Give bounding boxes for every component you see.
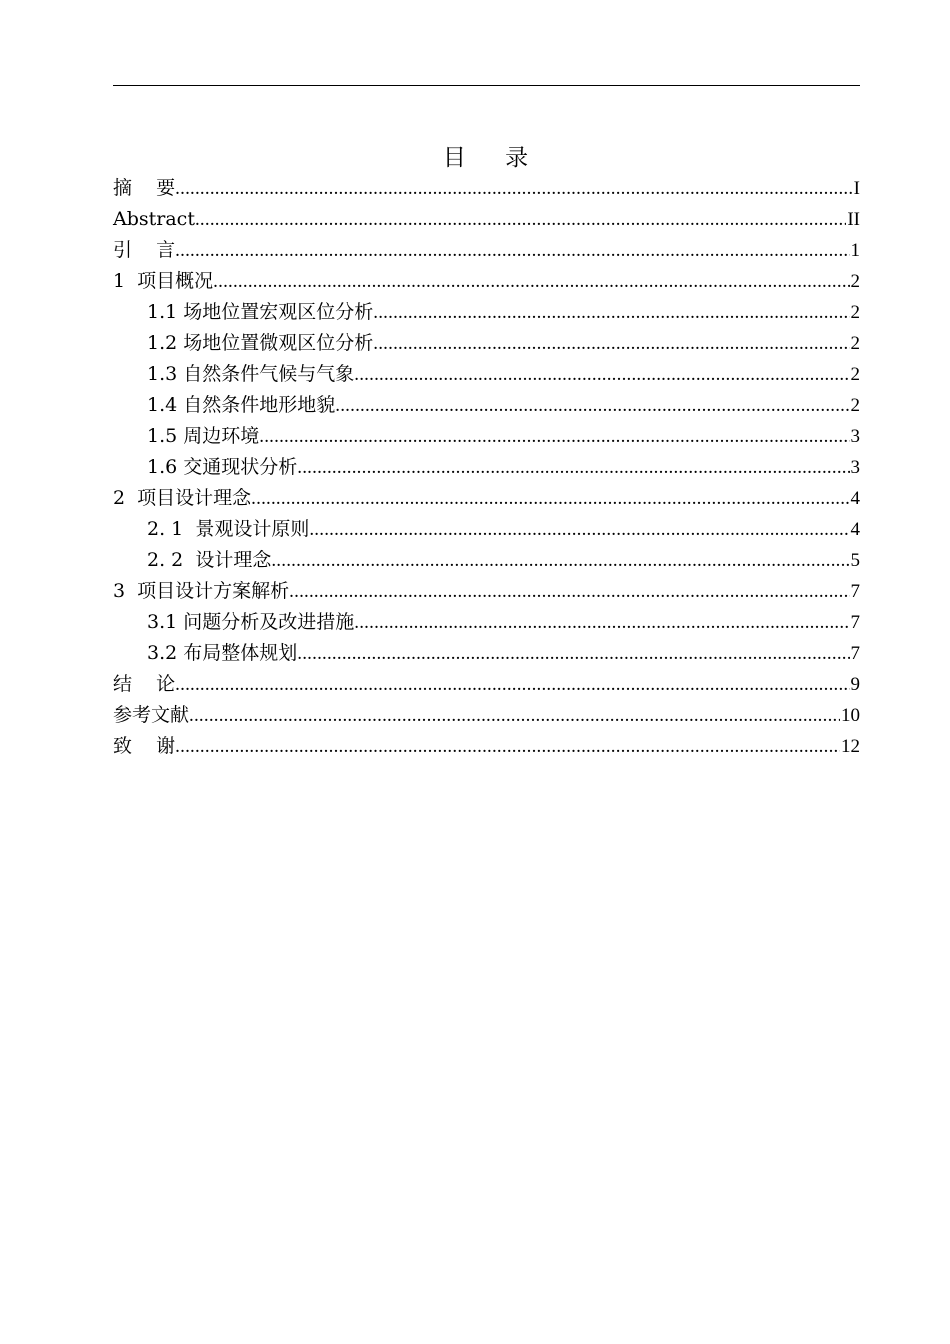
- toc-dot-leader: [373, 297, 849, 328]
- toc-entry[interactable]: [113, 669, 860, 700]
- toc-entry[interactable]: [113, 576, 860, 607]
- toc-entry-label: 1.5 周边环境: [147, 425, 260, 447]
- toc-entry-page-number: 4: [850, 488, 860, 509]
- toc-entry-label: 引 言: [113, 239, 176, 261]
- toc-entry-label: 3.2 布局整体规划: [147, 642, 298, 664]
- toc-dot-leader: [335, 390, 849, 421]
- toc-entry-page-number: II: [847, 209, 860, 230]
- toc-entry-page-number: 7: [850, 643, 860, 664]
- toc-entry-page-number: 2: [850, 271, 860, 292]
- toc-entry[interactable]: [113, 421, 860, 452]
- toc-entry-page-number: 7: [850, 612, 860, 633]
- toc-entry[interactable]: [113, 514, 860, 545]
- toc-entry-page-number: 10: [841, 705, 860, 726]
- toc-dot-leader: [259, 421, 849, 452]
- toc-entry[interactable]: [113, 638, 860, 669]
- toc-entry-label: 2. 2 设计理念: [147, 549, 272, 571]
- toc-dot-leader: [213, 266, 849, 297]
- toc-entry[interactable]: [113, 266, 860, 297]
- toc-entry-page-number: 3: [850, 457, 860, 478]
- toc-dot-leader: [271, 545, 849, 576]
- toc-dot-leader: [354, 359, 849, 390]
- toc-dot-leader: [251, 483, 849, 514]
- toc-dot-leader: [297, 452, 849, 483]
- toc-entry-page-number: 1: [850, 240, 860, 261]
- toc-entry-page-number: 12: [841, 736, 860, 757]
- toc-entry-label: 致 谢: [113, 735, 176, 757]
- toc-entry[interactable]: [113, 607, 860, 638]
- toc-entry[interactable]: [113, 700, 860, 731]
- toc-dot-leader: [297, 638, 849, 669]
- toc-entry-label: 1.6 交通现状分析: [147, 456, 298, 478]
- toc-dot-leader: [354, 607, 849, 638]
- toc-entry-page-number: 4: [850, 519, 860, 540]
- header-rule: [113, 85, 860, 86]
- toc-entry-page-number: I: [853, 178, 860, 199]
- toc-entry-label: 1.4 自然条件地形地貌: [147, 394, 336, 416]
- toc-dot-leader: [175, 173, 853, 204]
- toc-entry-label: 2. 1 景观设计原则: [147, 518, 310, 540]
- toc-dot-leader: [195, 204, 846, 235]
- toc-entry-page-number: 7: [850, 581, 860, 602]
- toc-entry-page-number: 2: [850, 364, 860, 385]
- toc-title: 目 录: [442, 145, 531, 171]
- toc-entry-label: 摘 要: [113, 177, 176, 199]
- toc-dot-leader: [175, 731, 840, 762]
- toc-entry[interactable]: [113, 297, 860, 328]
- toc-entry-page-number: 2: [850, 395, 860, 416]
- toc-entry-page-number: 2: [850, 302, 860, 323]
- toc-entry-label: 1 项目概况: [113, 270, 214, 292]
- toc-entry-label: 3 项目设计方案解析: [113, 580, 290, 602]
- toc-entry[interactable]: [113, 204, 860, 235]
- toc-entry[interactable]: [113, 328, 860, 359]
- toc-dot-leader: [289, 576, 849, 607]
- toc-entry[interactable]: [113, 390, 860, 421]
- toc-entry[interactable]: [113, 173, 860, 204]
- toc-dot-leader: [373, 328, 849, 359]
- toc-entry-label: 参考文献: [113, 704, 190, 726]
- toc-entry-page-number: 5: [850, 550, 860, 571]
- toc-entry-label: 2 项目设计理念: [113, 487, 252, 509]
- toc-entry-label: Abstract: [113, 208, 195, 230]
- toc-entry-page-number: 2: [850, 333, 860, 354]
- toc-entry[interactable]: [113, 359, 860, 390]
- toc-entry[interactable]: [113, 452, 860, 483]
- toc-entry-label: 1.2 场地位置微观区位分析: [147, 332, 374, 354]
- toc-dot-leader: [175, 669, 849, 700]
- toc-dot-leader: [309, 514, 849, 545]
- toc-entry[interactable]: [113, 483, 860, 514]
- toc-dot-leader: [189, 700, 840, 731]
- toc-dot-leader: [175, 235, 849, 266]
- toc-entry-label: 3.1 问题分析及改进措施: [147, 611, 355, 633]
- toc-entry-label: 1.1 场地位置宏观区位分析: [147, 301, 374, 323]
- toc-entry-page-number: 9: [850, 674, 860, 695]
- toc-entry[interactable]: [113, 235, 860, 266]
- toc-entry[interactable]: [113, 731, 860, 762]
- toc-entry-label: 1.3 自然条件气候与气象: [147, 363, 355, 385]
- toc-entry-label: 结 论: [113, 673, 176, 695]
- toc-entry-page-number: 3: [850, 426, 860, 447]
- table-of-contents: [113, 173, 860, 762]
- toc-entry[interactable]: [113, 545, 860, 576]
